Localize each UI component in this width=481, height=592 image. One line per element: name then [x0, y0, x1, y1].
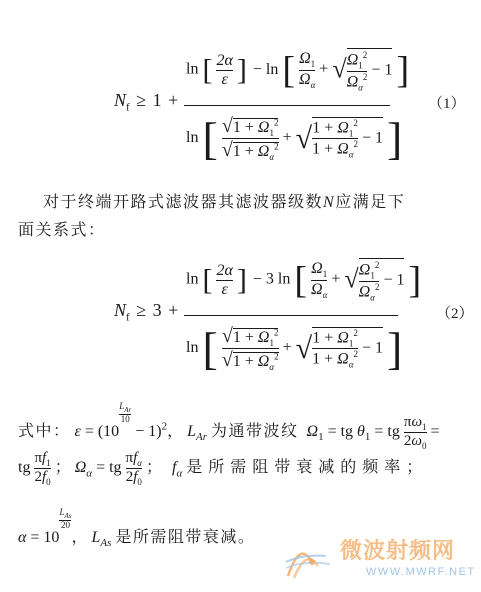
eq1-denominator: ln [ $\frac{√1 + \Omega_1^2}{√1 + \Omega_\alpha^2}$ + √ $\frac{1 + \Omega_1^2}{1 + \Omega_\alpha^2}$ − 1 ]	[186, 113, 403, 164]
eq1-number: （1）	[428, 96, 466, 112]
definition-line-2: tg $\frac{\pi f_1}{2f_0}$ ； $\Omega_\alpha$ = tg $\pi f_\alpha$ $2f_0$ ； $f_\alpha$ 是所需阻带衰减的频率；	[18, 450, 429, 487]
paragraph-line-2: 面关系式：	[18, 220, 106, 239]
eq2-fraction-bar	[184, 315, 398, 316]
watermark-brand: 微波射频网	[340, 539, 456, 564]
watermark	[282, 532, 477, 588]
eq1-lhs: $N_f \ge 1$ +	[114, 90, 179, 114]
eq2-number: （2）	[436, 306, 474, 322]
eq1-numerator: ln [ $\frac{2\alpha}{\varepsilon}$ ] − ln [ $\frac{\Omega_1}{\Omega_\alpha}$ + √ $\frac{\Omega_1^2}{\Omega_\alpha^2}$ − 1 ]	[186, 49, 410, 93]
definition-line-3: α = 10 $L_{As}$ 20 ， $L_{As}$ 是所需阻带衰减。	[18, 507, 256, 549]
eq2-numerator: ln [ $\frac{2\alpha}{\varepsilon}$ ] − 3 ln [ $\frac{\Omega_1}{\Omega_\alpha}$ + √ $\frac{\Omega_1^2}{\Omega_\alpha^2}$ − 1 ]	[186, 259, 422, 303]
watermark-url: WWW.MWRF.NET	[366, 566, 476, 578]
eq2-lhs: $N_f \ge 3$ +	[114, 300, 179, 324]
equation-1	[0, 40, 481, 175]
definition-line-1: 式中： ε = (10 $L_{Ar}$ 10 − 1)$^2$， $L_{Ar}$ 为通带波纹 $\Omega_1$ = tg $\theta_1$ = tg $\frac{\pi\omega_1}{2\omega_0}$ =	[18, 401, 440, 451]
eq2-denominator: ln [ $\frac{√1 + \Omega_1^2}{√1 + \Omega_\alpha^2}$ + √ $\frac{1 + \Omega_1^2}{1 + \Omega_\alpha^2}$ − 1 ]	[186, 323, 403, 374]
equation-2	[0, 250, 481, 385]
eq1-fraction-bar	[184, 105, 390, 106]
watermark-wave-icon	[282, 532, 338, 588]
paragraph-line-1: 对于终端开路式滤波器其滤波器级数N应满足下	[43, 192, 406, 211]
